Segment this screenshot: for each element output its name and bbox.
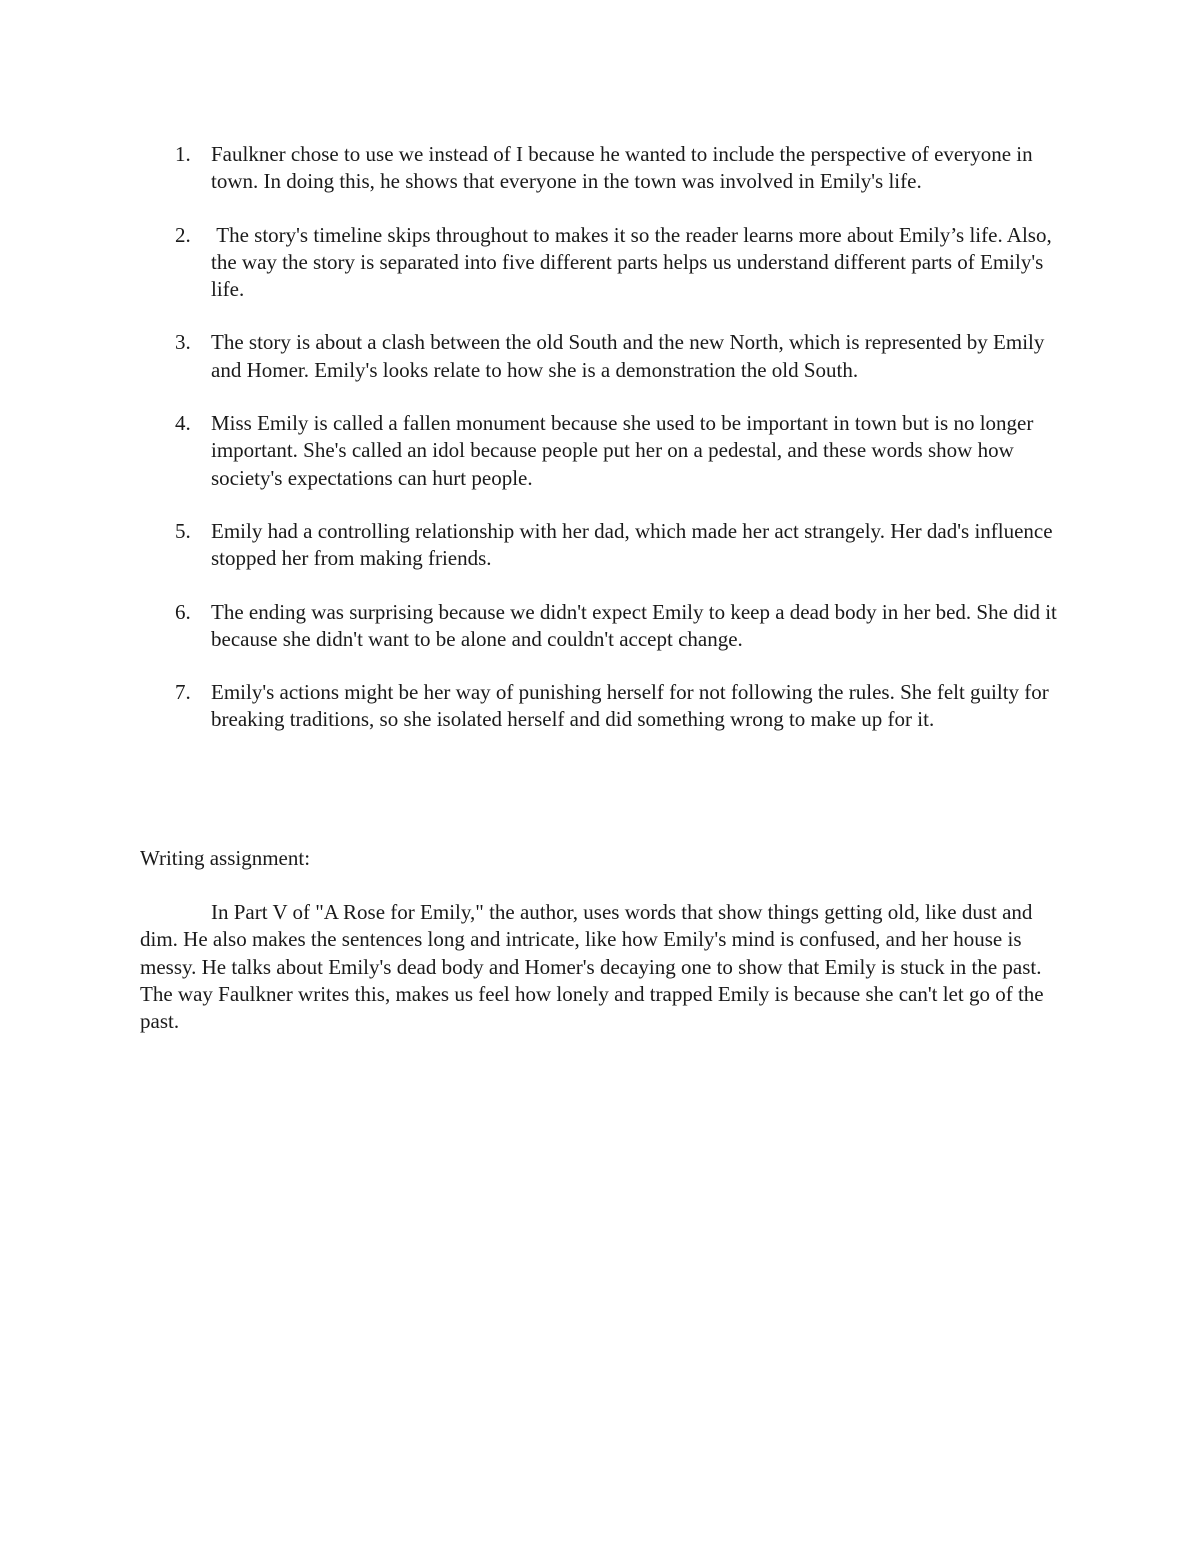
list-item	[140, 141, 1070, 196]
list-item-text: The ending was surprising because we didn't expect Emily to keep a dead body in her bed. She did it because she didn't want to be alone and couldn't accept change.	[211, 599, 1057, 651]
answer-list	[140, 141, 1070, 760]
essay-paragraph: In Part V of "A Rose for Emily," the author, uses words that show things getting old, like dust and dim. He also makes the sentences long and intricate, like how Emily's mind is confused, and her house is messy. He talks about Emily's dead body and Homer's decaying one to show that Emily is stuck in the past. The way Faulkner writes this, makes us feel how lonely and trapped Emily is because she can't let go of the past.	[140, 900, 1044, 1034]
list-item	[140, 410, 1070, 492]
list-item-number: 6.	[175, 599, 191, 624]
list-item-number: 2.	[175, 222, 191, 247]
list-item-text: Faulkner chose to use we instead of I because he wanted to include the perspective of everyone in town. In doing this, he shows that everyone in the town was involved in Emily's life.	[211, 142, 1033, 194]
list-item	[140, 222, 1070, 304]
list-item	[140, 329, 1070, 384]
list-item-number: 4.	[175, 411, 191, 436]
list-item-text: Miss Emily is called a fallen monument because she used to be important in town but is no longer important. She's called an idol because people put her on a pedestal, and these words show how society's expectations can hurt people.	[211, 411, 1034, 490]
list-item-number: 5.	[175, 518, 191, 543]
writing-assignment-heading: Writing assignment:	[140, 846, 311, 870]
list-item-number: 7.	[175, 680, 191, 705]
list-item	[140, 518, 1070, 573]
list-item-text: Emily's actions might be her way of punishing herself for not following the rules. She felt guilty for breaking traditions, so she isolated herself and did something wrong to make up for it.	[211, 680, 1049, 732]
list-item-text: Emily had a controlling relationship with her dad, which made her act strangely. Her dad's influence stopped her from making friends.	[211, 518, 1053, 571]
list-item-text: The story is about a clash between the old South and the new North, which is represented by Emily and Homer. Emily's looks relate to how she is a demonstration the old South.	[211, 330, 1045, 382]
list-item-number: 1.	[175, 142, 191, 166]
list-item	[140, 679, 1070, 734]
list-item	[140, 599, 1070, 654]
list-item-text: The story's timeline skips throughout to makes it so the reader learns more about Emily’s life. Also, the way the story is separated into five different parts helps us understand different parts of Emily's life.	[211, 222, 1057, 302]
list-item-number: 3.	[175, 330, 191, 355]
